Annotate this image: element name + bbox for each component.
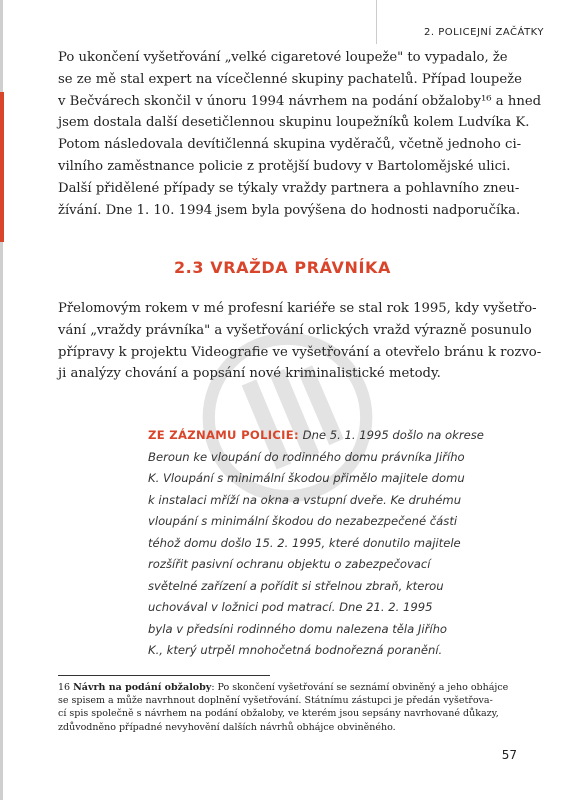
page-edge-accent (0, 92, 4, 242)
quote-text: Dne 5. 1. 1995 došlo na okrese (298, 428, 484, 442)
chapter-label: 2. POLICEJNÍ ZAČÁTKY (424, 27, 544, 38)
quote-first-line (148, 425, 484, 447)
page-number: 57 (501, 748, 517, 762)
text-line: se ze mě stal expert na vícečlenné skupiny pachatelů. Případ loupeže (58, 71, 522, 87)
text-line: v Bečvárech skončil v únoru 1994 návrhem na podání obžaloby¹⁶ a hned (58, 93, 542, 109)
text-line: Potom následovala devítičlenná skupina vyděračů, včetně jednoho ci- (58, 137, 522, 153)
text-line: vání „vraždy právníka" a vyšetřování orlických vražd výrazně posunulo (58, 322, 532, 338)
text-line: Po ukončení vyšetřování „velké cigaretové loupeže" to vypadalo, že (58, 50, 508, 65)
footnote-line: zdůvodněno případné nevyhovění dalších návrhů obhájce obviněného. (58, 721, 396, 733)
footnote-text: : Po skončení vyšetřování se seznámí obviněný a jeho obhájce (211, 682, 509, 693)
quote-line: rozšířit pasivní ochranu objektu o zabezpečovací (148, 557, 431, 571)
police-record-quote (148, 425, 484, 662)
quote-line: K. Vloupání s minimální škodou přimělo majitele domu (148, 471, 465, 485)
text-line: přípravy k projektu Videografie ve vyšetřování a otevřelo bránu k rozvo- (58, 344, 542, 360)
footnote-line: se spisem a může navrhnout doplnění vyšetřování. Státnímu zástupci je předán vyšetřova- (58, 695, 493, 707)
text-line: ji analýzy chování a popsání nové kriminalistické metody. (58, 366, 441, 382)
text-line: žívání. Dne 1. 10. 1994 jsem byla povýšena do hodnosti nadporučíka. (58, 202, 521, 218)
footnote-line: cí spis společně s návrhem na podání obžaloby, ve kterém jsou sepsány navrhované důkazy, (58, 708, 499, 720)
quote-line: světelné zařízení a pořídit si střelnou zbraň, kterou (148, 578, 444, 593)
text-line: vilního zaměstnance policie z protější budovy v Bartolomějské ulici. (58, 158, 511, 174)
quote-line: byla v předsíni rodinného domu nalezena těla Jiřího (148, 621, 448, 636)
quote-line: uchovával v ložnici pod matrací. Dne 21. 2. 1995 (148, 600, 433, 614)
footnote-16 (58, 681, 507, 734)
footnote-first-line (58, 681, 507, 694)
quote-line: k instalaci mříží na okna a vstupní dveře. Ke druhému (148, 492, 462, 507)
body-paragraph-2 (58, 298, 542, 385)
quote-line: vloupání s minimální škodou do nezabezpečené části (148, 514, 458, 528)
text-line: Další přidělené případy se týkaly vraždy partnera a pohlavního zneu- (58, 180, 520, 196)
quote-line: téhož domu došlo 15. 2. 1995, které donutilo majitele (148, 535, 461, 550)
footnote-number: 16 (58, 682, 71, 693)
quote-label: ZE ZÁZNAMU POLICIE: (148, 428, 299, 442)
text-line: Přelomovým rokem v mé profesní kariéře se stal rok 1995, kdy vyšetřo- (58, 301, 537, 316)
body-paragraph-1 (58, 47, 542, 221)
quote-line: K., který utrpěl mnohočetná bodnořezná poranění. (148, 643, 443, 657)
footnote-divider (58, 675, 270, 676)
running-header (376, 0, 565, 44)
section-title: 2.3 VRAŽDA PRÁVNÍKA (173, 258, 392, 277)
footnote-term: Návrh na podání obžaloby (73, 682, 212, 693)
quote-line: Beroun ke vloupání do rodinného domu právníka Jiřího (148, 449, 465, 464)
text-line: jsem dostala další desetičlennou skupinu loupežníků kolem Ludvíka K. (58, 115, 530, 131)
